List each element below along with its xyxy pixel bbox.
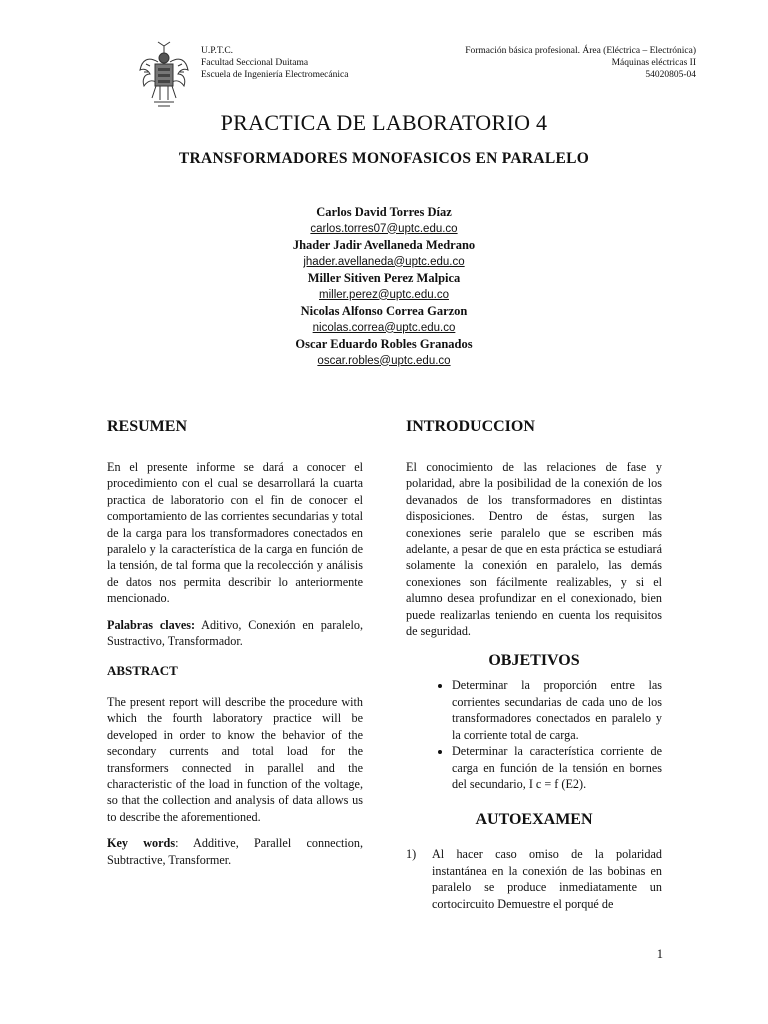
autoexamen-list: [406, 846, 662, 912]
introduccion-text: El conocimiento de las relaciones de fase y polaridad, abre la posibilidad de la conexión de los devanados de los transformadores en distintas disposiciones. Dentro de éstas, surgen las conexiones serie paralelo que se escriben más adelante, a pesar de que en esta práctica se estudiará solamente la conexión en paralelo, las demás conexiones son fácilmente realizables, y si el alumno desea profundizar en el conexionado, bien puede realizarlas teniendo en cuenta los requisitos de seguridad.: [406, 460, 662, 639]
author-list: [0, 204, 768, 369]
author-name: Oscar Eduardo Robles Granados: [295, 337, 473, 351]
objetivo-item: • Determinar la característica corriente de carga en función de la tensión en bornes del secundario, I c = f (E2).: [452, 743, 662, 792]
key-words-label: Key words: [107, 836, 176, 851]
key-words-text: : Additive, Parallel connection, Subtractive, Transformer.: [107, 836, 364, 867]
author-email-link[interactable]: oscar.robles@uptc.edu.co: [317, 354, 451, 367]
left-column: [107, 415, 363, 876]
header-right-line: 54020805-04: [645, 70, 696, 80]
author-name: Carlos David Torres Díaz: [316, 205, 452, 219]
author-email-link[interactable]: nicolas.correa@uptc.edu.co: [312, 321, 456, 334]
autoexamen-item-number: 1): [406, 847, 417, 862]
objetivos-heading: OBJETIVOS: [488, 652, 580, 670]
abstract-heading: ABSTRACT: [107, 663, 178, 679]
palabras-claves-text: Aditivo, Conexión en paralelo, Sustractivo, Transformador.: [107, 617, 363, 649]
objetivos-list: [406, 677, 662, 792]
palabras-claves-label: Palabras claves:: [107, 617, 196, 632]
author-email-link[interactable]: carlos.torres07@uptc.edu.co: [310, 222, 458, 235]
header-institution: [201, 45, 348, 81]
right-column: [406, 415, 662, 912]
author-name: Miller Sitiven Perez Malpica: [307, 271, 461, 285]
author-name: Nicolas Alfonso Correa Garzon: [300, 304, 468, 318]
document-title: PRACTICA DE LABORATORIO 4: [220, 110, 548, 135]
header-left-line: Facultad Seccional Duitama: [201, 58, 309, 68]
page-number: 1: [656, 947, 663, 961]
header-course: [465, 45, 696, 81]
header-right-line: Máquinas eléctricas II: [611, 58, 696, 68]
objetivo-item: • Determinar la proporción entre las corrientes secundarias de cada uno de los transformadores conectados en paralelo y la corriente total de carga.: [452, 677, 662, 743]
introduccion-heading: INTRODUCCION: [406, 418, 535, 435]
document-subtitle: TRANSFORMADORES MONOFASICOS EN PARALELO: [178, 150, 590, 167]
university-crest-icon: [138, 40, 190, 108]
resumen-text: En el presente informe se dará a conocer el procedimiento con el cual se desarrollará la cuarta practica de laboratorio con el fin de conocer el comportamiento de las corrientes secundarias y total de la carga para los transformadores conectados en paralelo y la característica de la carga en función de la tensión, de tal forma que la recolección y análisis de datos nos permita describir lo anteriormente mencionado.: [107, 460, 363, 606]
resumen-heading: RESUMEN: [107, 418, 188, 435]
author-name: Jhader Jadir Avellaneda Medrano: [292, 238, 476, 252]
header-left-line: U.P.T.C.: [201, 46, 234, 56]
autoexamen-heading: AUTOEXAMEN: [475, 811, 593, 829]
autoexamen-item: [406, 846, 662, 912]
header-right-line: Formación básica profesional. Área (Eléctrica – Electrónica): [465, 46, 696, 56]
header-left-line: Escuela de Ingeniería Electromecánica: [201, 70, 349, 80]
palabras-claves: [107, 617, 363, 650]
key-words: [107, 835, 363, 868]
abstract-text: The present report will describe the procedure with which the fourth laboratory practice will be developed in order to know the behavior of the secondary currents and total load for the transformers connected in parallel and the characteristic of the load in function of the voltage, so that the collection and analysis of data allows us to describe the aforementioned.: [107, 694, 363, 824]
autoexamen-item-text: Al hacer caso omiso de la polaridad instantánea en la conexión de las bobinas en paralelo se produce inmediatamente un cortocircuito Demuestre el porqué de: [432, 847, 662, 911]
author-email-link[interactable]: miller.perez@uptc.edu.co: [319, 288, 449, 301]
author-email-link[interactable]: jhader.avellaneda@uptc.edu.co: [303, 255, 465, 268]
